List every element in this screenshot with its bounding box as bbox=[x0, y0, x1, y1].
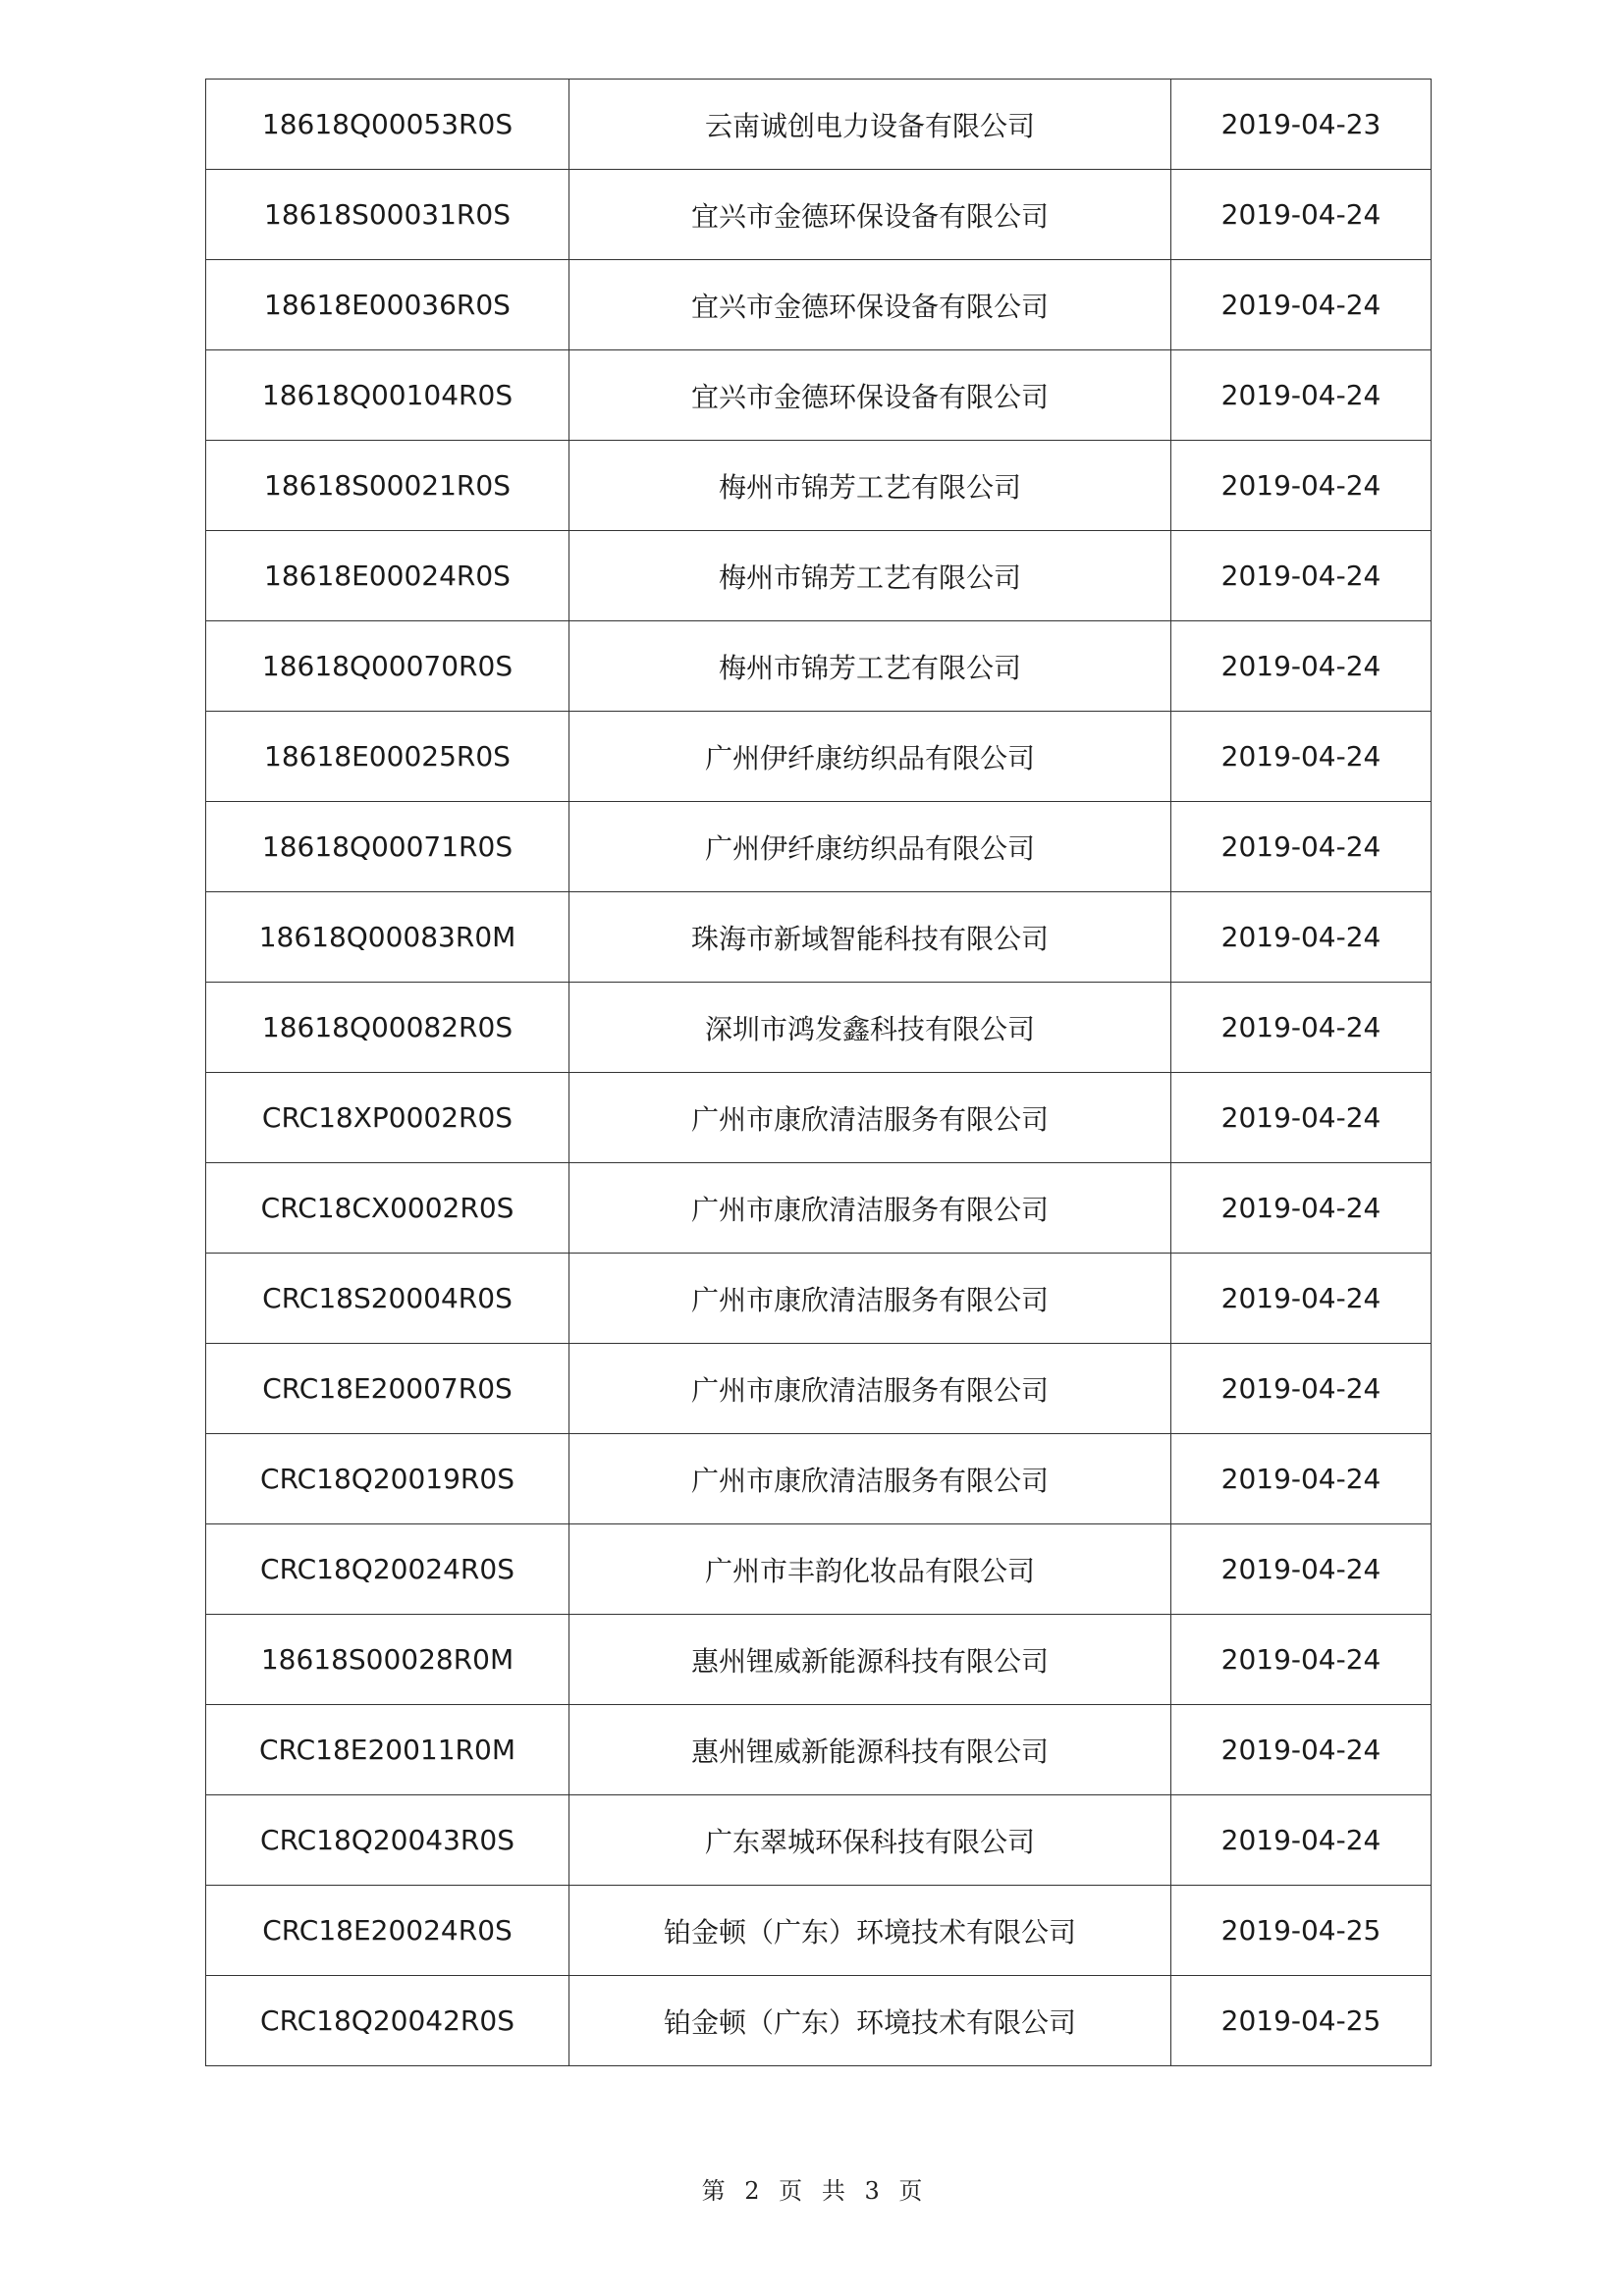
cert-number-cell: 18618S00021R0S bbox=[206, 441, 569, 531]
company-name-cell: 梅州市锦芳工艺有限公司 bbox=[569, 531, 1171, 621]
certificate-table-body bbox=[206, 80, 1432, 2066]
footer-page-number: 2 bbox=[744, 2177, 760, 2205]
table-row bbox=[206, 983, 1432, 1073]
cert-number-cell: CRC18Q20019R0S bbox=[206, 1434, 569, 1524]
table-row bbox=[206, 80, 1432, 170]
cert-number-cell: 18618Q00071R0S bbox=[206, 802, 569, 892]
cert-number-cell: 18618Q00053R0S bbox=[206, 80, 569, 170]
date-cell: 2019-04-24 bbox=[1171, 441, 1432, 531]
date-cell: 2019-04-24 bbox=[1171, 802, 1432, 892]
date-cell: 2019-04-24 bbox=[1171, 531, 1432, 621]
table-row bbox=[206, 1615, 1432, 1705]
company-name-cell: 铂金顿（广东）环境技术有限公司 bbox=[569, 1886, 1171, 1976]
company-name-cell: 广州伊纤康纺织品有限公司 bbox=[569, 802, 1171, 892]
footer-total-prefix: 共 bbox=[821, 2177, 845, 2205]
cert-number-cell: 18618Q00083R0M bbox=[206, 892, 569, 983]
table-row bbox=[206, 1976, 1432, 2066]
cert-number-cell: 18618Q00070R0S bbox=[206, 621, 569, 712]
company-name-cell: 广州市康欣清洁服务有限公司 bbox=[569, 1163, 1171, 1254]
date-cell: 2019-04-23 bbox=[1171, 80, 1432, 170]
cert-number-cell: CRC18E20007R0S bbox=[206, 1344, 569, 1434]
table-row bbox=[206, 1163, 1432, 1254]
table-row bbox=[206, 1254, 1432, 1344]
table-row bbox=[206, 441, 1432, 531]
date-cell: 2019-04-24 bbox=[1171, 983, 1432, 1073]
cert-number-cell: 18618Q00104R0S bbox=[206, 350, 569, 441]
date-cell: 2019-04-24 bbox=[1171, 1434, 1432, 1524]
date-cell: 2019-04-24 bbox=[1171, 1163, 1432, 1254]
company-name-cell: 珠海市新域智能科技有限公司 bbox=[569, 892, 1171, 983]
table-row bbox=[206, 531, 1432, 621]
table-row bbox=[206, 1434, 1432, 1524]
company-name-cell: 惠州锂威新能源科技有限公司 bbox=[569, 1705, 1171, 1795]
cert-number-cell: CRC18Q20024R0S bbox=[206, 1524, 569, 1615]
company-name-cell: 云南诚创电力设备有限公司 bbox=[569, 80, 1171, 170]
date-cell: 2019-04-24 bbox=[1171, 260, 1432, 350]
date-cell: 2019-04-24 bbox=[1171, 892, 1432, 983]
date-cell: 2019-04-24 bbox=[1171, 170, 1432, 260]
table-row bbox=[206, 1344, 1432, 1434]
company-name-cell: 广州市康欣清洁服务有限公司 bbox=[569, 1434, 1171, 1524]
footer-total-unit: 页 bbox=[898, 2177, 923, 2205]
cert-number-cell: 18618E00025R0S bbox=[206, 712, 569, 802]
company-name-cell: 深圳市鸿发鑫科技有限公司 bbox=[569, 983, 1171, 1073]
date-cell: 2019-04-24 bbox=[1171, 621, 1432, 712]
company-name-cell: 宜兴市金德环保设备有限公司 bbox=[569, 170, 1171, 260]
company-name-cell: 广州市丰韵化妆品有限公司 bbox=[569, 1524, 1171, 1615]
company-name-cell: 广州市康欣清洁服务有限公司 bbox=[569, 1254, 1171, 1344]
cert-number-cell: CRC18CX0002R0S bbox=[206, 1163, 569, 1254]
cert-number-cell: CRC18S20004R0S bbox=[206, 1254, 569, 1344]
date-cell: 2019-04-24 bbox=[1171, 1615, 1432, 1705]
cert-number-cell: CRC18Q20043R0S bbox=[206, 1795, 569, 1886]
company-name-cell: 广州市康欣清洁服务有限公司 bbox=[569, 1073, 1171, 1163]
footer-prefix: 第 bbox=[701, 2177, 726, 2205]
date-cell: 2019-04-25 bbox=[1171, 1886, 1432, 1976]
table-row bbox=[206, 802, 1432, 892]
date-cell: 2019-04-24 bbox=[1171, 350, 1432, 441]
cert-number-cell: 18618S00031R0S bbox=[206, 170, 569, 260]
company-name-cell: 梅州市锦芳工艺有限公司 bbox=[569, 441, 1171, 531]
table-row bbox=[206, 712, 1432, 802]
cert-number-cell: 18618S00028R0M bbox=[206, 1615, 569, 1705]
company-name-cell: 广州伊纤康纺织品有限公司 bbox=[569, 712, 1171, 802]
table-row bbox=[206, 892, 1432, 983]
footer-total-pages: 3 bbox=[864, 2177, 880, 2205]
cert-number-cell: CRC18XP0002R0S bbox=[206, 1073, 569, 1163]
table-row bbox=[206, 1524, 1432, 1615]
page-footer bbox=[0, 2171, 1624, 2206]
table-row bbox=[206, 1705, 1432, 1795]
table-row bbox=[206, 1795, 1432, 1886]
footer-page-unit: 页 bbox=[779, 2177, 803, 2205]
cert-number-cell: 18618E00024R0S bbox=[206, 531, 569, 621]
date-cell: 2019-04-24 bbox=[1171, 1795, 1432, 1886]
table-row bbox=[206, 260, 1432, 350]
company-name-cell: 广州市康欣清洁服务有限公司 bbox=[569, 1344, 1171, 1434]
date-cell: 2019-04-24 bbox=[1171, 712, 1432, 802]
company-name-cell: 惠州锂威新能源科技有限公司 bbox=[569, 1615, 1171, 1705]
date-cell: 2019-04-24 bbox=[1171, 1344, 1432, 1434]
certificate-table bbox=[205, 79, 1432, 2066]
date-cell: 2019-04-25 bbox=[1171, 1976, 1432, 2066]
cert-number-cell: 18618E00036R0S bbox=[206, 260, 569, 350]
date-cell: 2019-04-24 bbox=[1171, 1705, 1432, 1795]
table-row bbox=[206, 170, 1432, 260]
company-name-cell: 广东翠城环保科技有限公司 bbox=[569, 1795, 1171, 1886]
cert-number-cell: 18618Q00082R0S bbox=[206, 983, 569, 1073]
cert-number-cell: CRC18E20024R0S bbox=[206, 1886, 569, 1976]
cert-number-cell: CRC18E20011R0M bbox=[206, 1705, 569, 1795]
table-row bbox=[206, 350, 1432, 441]
table-row bbox=[206, 621, 1432, 712]
date-cell: 2019-04-24 bbox=[1171, 1254, 1432, 1344]
date-cell: 2019-04-24 bbox=[1171, 1073, 1432, 1163]
table-row bbox=[206, 1886, 1432, 1976]
company-name-cell: 铂金顿（广东）环境技术有限公司 bbox=[569, 1976, 1171, 2066]
cert-number-cell: CRC18Q20042R0S bbox=[206, 1976, 569, 2066]
company-name-cell: 宜兴市金德环保设备有限公司 bbox=[569, 260, 1171, 350]
company-name-cell: 宜兴市金德环保设备有限公司 bbox=[569, 350, 1171, 441]
company-name-cell: 梅州市锦芳工艺有限公司 bbox=[569, 621, 1171, 712]
date-cell: 2019-04-24 bbox=[1171, 1524, 1432, 1615]
table-row bbox=[206, 1073, 1432, 1163]
